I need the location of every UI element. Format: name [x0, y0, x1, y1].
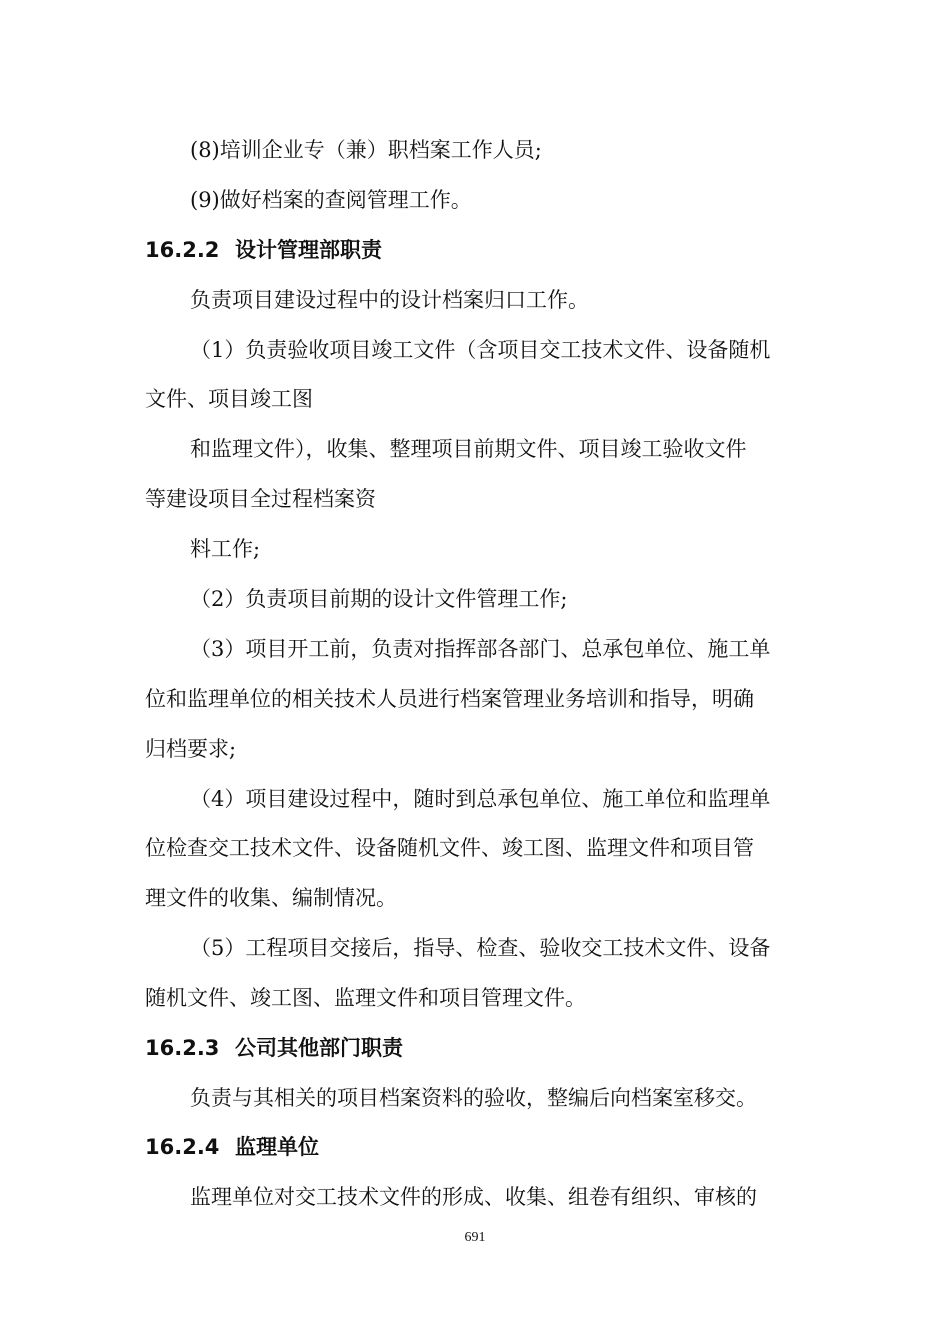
paragraph-line: （3）项目开工前，负责对指挥部各部门、总承包单位、施工单 — [190, 637, 771, 661]
section-heading-16-2-2 — [145, 235, 382, 265]
paragraph-line: 文件、项目竣工图 — [145, 387, 313, 411]
paragraph-line: （1）负责验收项目竣工文件（含项目交工技术文件、设备随机 — [190, 338, 771, 362]
section-heading-16-2-3 — [145, 1033, 403, 1063]
list-item-9: (9)做好档案的查阅管理工作。 — [190, 188, 472, 212]
list-item-8: (8)培训企业专（兼）职档案工作人员; — [190, 138, 542, 162]
paragraph-line: 料工作; — [190, 537, 261, 561]
paragraph-line: （5）工程项目交接后，指导、检查、验收交工技术文件、设备 — [190, 936, 771, 960]
paragraph-line: 等建设项目全过程档案资 — [145, 487, 376, 511]
paragraph: 负责与其相关的项目档案资料的验收，整编后向档案室移交。 — [190, 1086, 757, 1110]
paragraph-line: 归档要求; — [145, 737, 237, 761]
section-title: 公司其他部门职责 — [235, 1036, 403, 1060]
paragraph-line: 监理单位对交工技术文件的形成、收集、组卷有组织、审核的 — [190, 1185, 757, 1209]
paragraph-line: （4）项目建设过程中，随时到总承包单位、施工单位和监理单 — [190, 787, 771, 811]
paragraph-line: 随机文件、竣工图、监理文件和项目管理文件。 — [145, 986, 586, 1010]
paragraph-line: 理文件的收集、编制情况。 — [145, 886, 397, 910]
section-title: 监理单位 — [235, 1135, 319, 1159]
section-title: 设计管理部职责 — [235, 238, 382, 262]
section-heading-16-2-4 — [145, 1132, 319, 1162]
section-number: 16.2.4 — [145, 1135, 220, 1159]
paragraph-line: （2）负责项目前期的设计文件管理工作; — [190, 587, 568, 611]
section-number: 16.2.2 — [145, 238, 220, 262]
paragraph: 负责项目建设过程中的设计档案归口工作。 — [190, 288, 589, 312]
paragraph-line: 位和监理单位的相关技术人员进行档案管理业务培训和指导，明确 — [145, 687, 754, 711]
section-number: 16.2.3 — [145, 1036, 220, 1060]
paragraph-line: 位检查交工技术文件、设备随机文件、竣工图、监理文件和项目管 — [145, 836, 754, 860]
page-number: 691 — [464, 1230, 486, 1245]
paragraph-line: 和监理文件），收集、整理项目前期文件、项目竣工验收文件 — [190, 437, 747, 461]
